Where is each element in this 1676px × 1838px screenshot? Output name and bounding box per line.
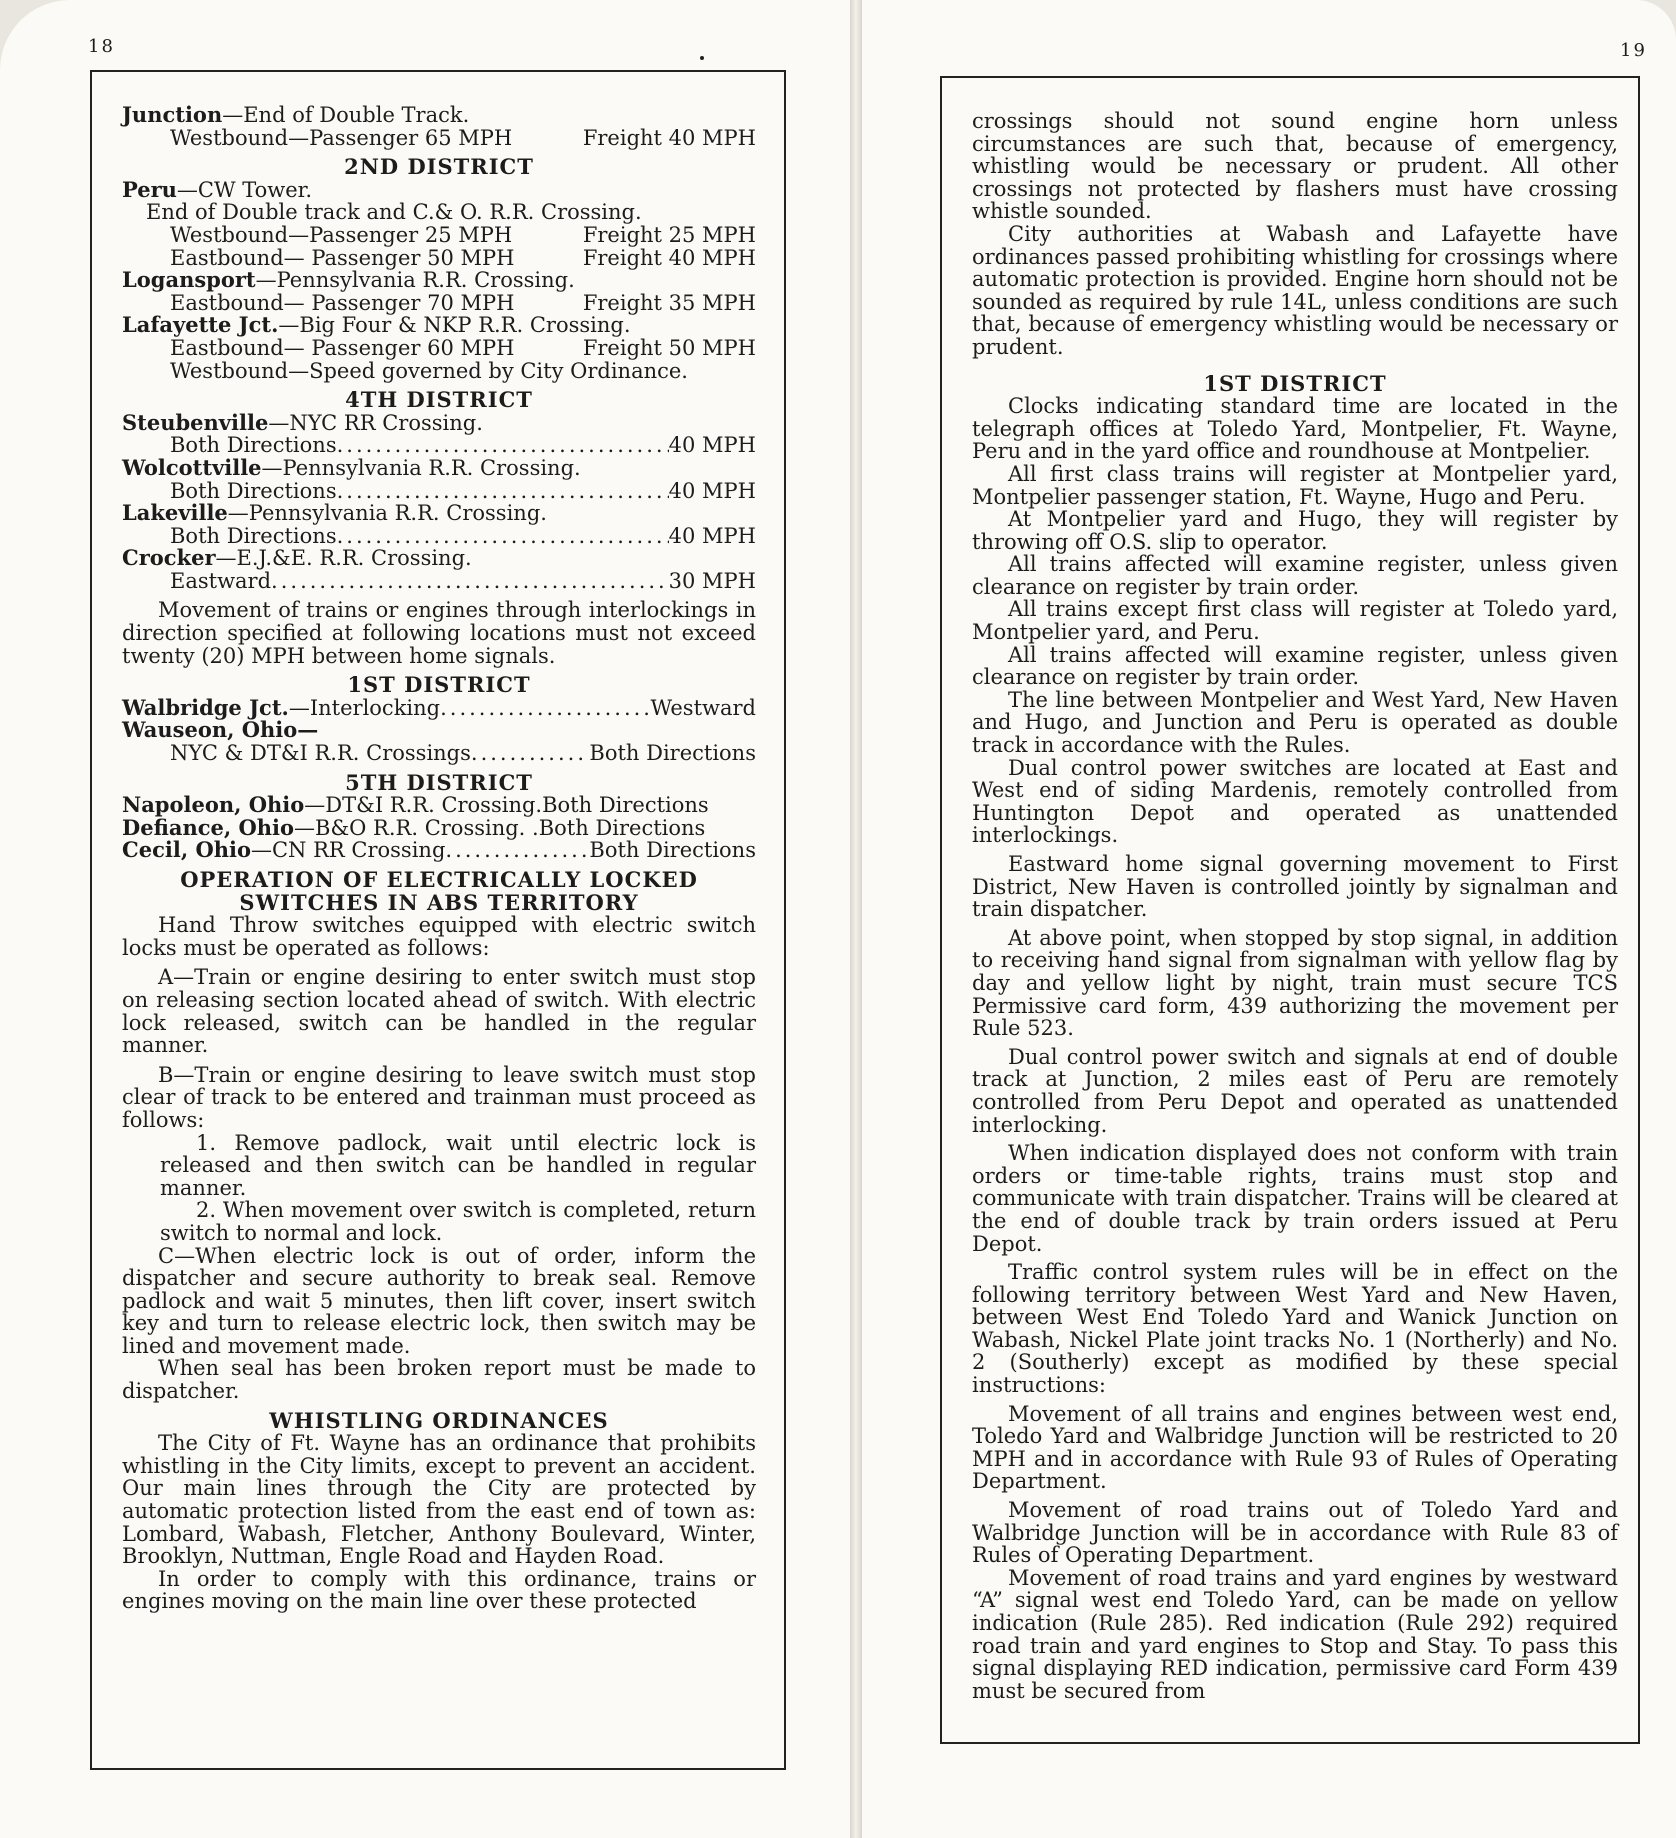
instruction-paragraph: All first class trains will register at Montpelier yard, Montpelier passenger station, Ft. Wayne, Hugo and Peru.	[972, 461, 1618, 509]
junction-line: Junction—End of Double Track.	[122, 102, 470, 127]
leader-line: Eastward ..... 30 MPH	[122, 570, 756, 593]
right-text-frame	[940, 76, 1640, 1744]
abs-paragraph: Hand Throw switches equipped with electric switch locks must be operated as follows:	[122, 913, 756, 960]
location-line: Logansport—Pennsylvania R.R. Crossing.	[122, 267, 575, 293]
instruction-paragraph: The line between Montpelier and West Yard, New Haven and Hugo, and Junction and Peru is operated as double track in accordance with the Rules.	[972, 687, 1618, 758]
leader-line: NYC & DT&I R.R. Crossings ..... Both Directions	[122, 742, 756, 765]
instruction-paragraph: At above point, when stopped by stop signal, in addition to receiving hand signal from signalman with yellow flag by day and yellow light by night, train must secure TCS Permissive card form, 439 authorizing the movement per Rule 523.	[972, 925, 1618, 1041]
left-text-frame	[90, 70, 786, 1770]
instruction-paragraph: Eastward home signal governing movement to First District, New Haven is controlled jointly by signalman and train dispatcher.	[972, 852, 1618, 922]
interlocking-paragraph: Movement of trains or engines through interlockings in direction specified at following locations must not exceed twenty (20) MPH between home signals.	[122, 598, 756, 668]
whistling-paragraph: In order to comply with this ordinance, trains or engines moving on the main line over these protected	[122, 1566, 756, 1614]
instruction-paragraph: All trains except first class will register at Toledo yard, Montpelier yard, and Peru.	[972, 597, 1618, 645]
instruction-paragraph: Movement of all trains and engines between west end, Toledo Yard and Walbridge Junction will be restricted to 20 MPH and in accordance with Rule 93 of Rules of Operating Department.	[972, 1401, 1618, 1494]
abs-paragraph: A—Train or engine desiring to enter switch must stop on releasing section located ahead of switch. With electric lock released, switch can be handled in the regular manner.	[122, 965, 756, 1058]
location-line: Lakeville—Pennsylvania R.R. Crossing.	[122, 500, 547, 526]
leader-line: Walbridge Jct. —Interlocking ..... Westward	[122, 697, 756, 720]
leader-line: Both Directions ..... 40 MPH	[122, 434, 756, 457]
leader-line: Napoleon, Ohio —DT&I R.R. Crossing. Both Directions	[122, 792, 709, 818]
leader-line: Cecil, Ohio —CN RR Crossing ..... Both Directions	[122, 839, 756, 862]
instruction-paragraph: When indication displayed does not conform with train orders or time-table rights, trains must stop and communicate with train dispatcher. Trains will be cleared at the end of double track by train orders issued at Peru Depot.	[972, 1141, 1618, 1256]
abs-paragraph: When seal has been broken report must be made to dispatcher.	[122, 1356, 756, 1404]
ink-mark	[700, 56, 704, 60]
speed-line: Westbound—Speed governed by City Ordinance.	[170, 358, 688, 383]
instruction-list	[972, 395, 1618, 1702]
location-detail: End of Double track and C.& O. R.R. Crossing.	[146, 200, 642, 225]
page-number-left: 18	[88, 36, 115, 57]
instruction-paragraph: Dual control power switches are located at East and West end of siding Mardenis, remotely controlled from Huntington Depot and operated as unattended interlockings.	[972, 755, 1618, 848]
location-line: Wolcottville—Pennsylvania R.R. Crossing.	[122, 454, 581, 480]
district-heading-4th: 4TH DISTRICT	[345, 387, 533, 413]
ordinance-paragraph: City authorities at Wabash and Lafayette have ordinances passed prohibiting whistling for crossings where automatic protection is provided. Engine horn should not be sounded as required by rule 14L, unless conditions are such that, because of emergency whistling would be necessary or prudent.	[972, 221, 1618, 359]
right-page	[862, 0, 1676, 1838]
abs-heading-line2: SWITCHES IN ABS TERRITORY	[239, 889, 639, 915]
abs-step: 2. When movement over switch is completed, return switch to normal and lock.	[160, 1198, 756, 1245]
instruction-paragraph: Movement of road trains out of Toledo Yard and Walbridge Junction will be in accordance with Rule 83 of Rules of Operating Department.	[972, 1498, 1618, 1568]
district-heading-1st: 1ST DISTRICT	[347, 672, 531, 698]
abs-heading-line1: OPERATION OF ELECTRICALLY LOCKED	[180, 867, 698, 892]
leader-line: Defiance, Ohio —B&O R.R. Crossing. . Both Directions	[122, 814, 706, 840]
instruction-paragraph: All trains affected will examine register, unless given clearance on register by train order.	[972, 552, 1618, 599]
ordinance-paragraph: crossings should not sound engine horn unless circumstances are such that, because of emergency, whistling would be necessary or prudent. All other crossings not protected by flashers must have crossing whistle sounded.	[972, 109, 1618, 224]
location-line: Steubenville—NYC RR Crossing.	[122, 409, 483, 435]
instruction-paragraph: All trains affected will examine register, unless given clearance on register by train order.	[972, 642, 1618, 690]
district-heading-1st: 1ST DISTRICT	[1203, 370, 1387, 396]
instruction-paragraph: Traffic control system rules will be in effect on the following territory between West Yard and New Haven, between West End Toledo Yard and Wanick Junction on Wabash, Nickel Plate joint tracks No. 1 (Northerly) and No. 2 (Southerly) except as modified by these special instructions:	[972, 1260, 1618, 1398]
abs-paragraph: C—When electric lock is out of order, inform the dispatcher and secure authority to break seal. Remove padlock and wait 5 minutes, then lift cover, insert switch key and turn to release electric lock, then switch may be lined and movement made.	[122, 1243, 756, 1358]
speed-line: Eastbound— Passenger 60 MPH Freight 50 MPH	[170, 335, 756, 360]
page-number-right: 19	[1620, 40, 1647, 61]
district-heading-5th: 5TH DISTRICT	[345, 769, 533, 795]
speed-line: Westbound—Passenger 65 MPH Freight 40 MPH	[170, 125, 756, 150]
location-line: Peru—CW Tower.	[122, 176, 313, 202]
instruction-paragraph: At Montpelier yard and Hugo, they will register by throwing off O.S. slip to operator.	[972, 507, 1618, 554]
speed-line: Eastbound— Passenger 70 MPH Freight 35 MPH	[170, 290, 756, 315]
instruction-paragraph: Movement of road trains and yard engines by westward “A” signal west end Toledo Yard, can be made on yellow indication (Rule 285). Red indication (Rule 292) required road train and yard engines to Stop and Stay. To pass this signal displaying RED indication, permissive card Form 439 must be secured from	[972, 1565, 1618, 1703]
instruction-paragraph: Clocks indicating standard time are located in the telegraph offices at Toledo Yard, Montpelier, Ft. Wayne, Peru and in the yard office and roundhouse at Montpelier.	[972, 394, 1618, 464]
location-line: Crocker—E.J.&E. R.R. Crossing.	[122, 545, 472, 571]
leader-line: Both Directions ..... 40 MPH	[122, 525, 756, 548]
speed-line: Eastbound— Passenger 50 MPH Freight 40 MPH	[170, 245, 756, 270]
location-line: Lafayette Jct.—Big Four & NKP R.R. Crossing.	[122, 312, 631, 338]
abs-paragraph: B—Train or engine desiring to leave switch must stop clear of track to be entered and trainman must proceed as follows:	[122, 1062, 756, 1132]
speed-line: Westbound—Passenger 25 MPH Freight 25 MPH	[170, 222, 756, 247]
whistling-heading: WHISTLING ORDINANCES	[269, 1407, 609, 1433]
district-heading-2nd: 2ND DISTRICT	[344, 154, 534, 180]
leader-line: Both Directions ..... 40 MPH	[122, 480, 756, 503]
instruction-paragraph: Dual control power switch and signals at end of double track at Junction, 2 miles east of Peru are remotely controlled from Peru Depot and operated as unattended interlocking.	[972, 1044, 1618, 1137]
book-gutter	[850, 0, 862, 1838]
location-line: Wauseon, Ohio—	[122, 717, 319, 743]
abs-step: 1. Remove padlock, wait until electric lock is released and then switch can be handled in regular manner.	[160, 1130, 756, 1200]
whistling-paragraph: The City of Ft. Wayne has an ordinance that prohibits whistling in the City limits, except to prevent an accident. Our main lines through the City are protected by automatic protection listed from the east end of town as: Lombard, Wabash, Fletcher, Anthony Boulevard, Winter, Brooklyn, Nuttman, Engle Road and Hayden Road.	[122, 1431, 756, 1569]
